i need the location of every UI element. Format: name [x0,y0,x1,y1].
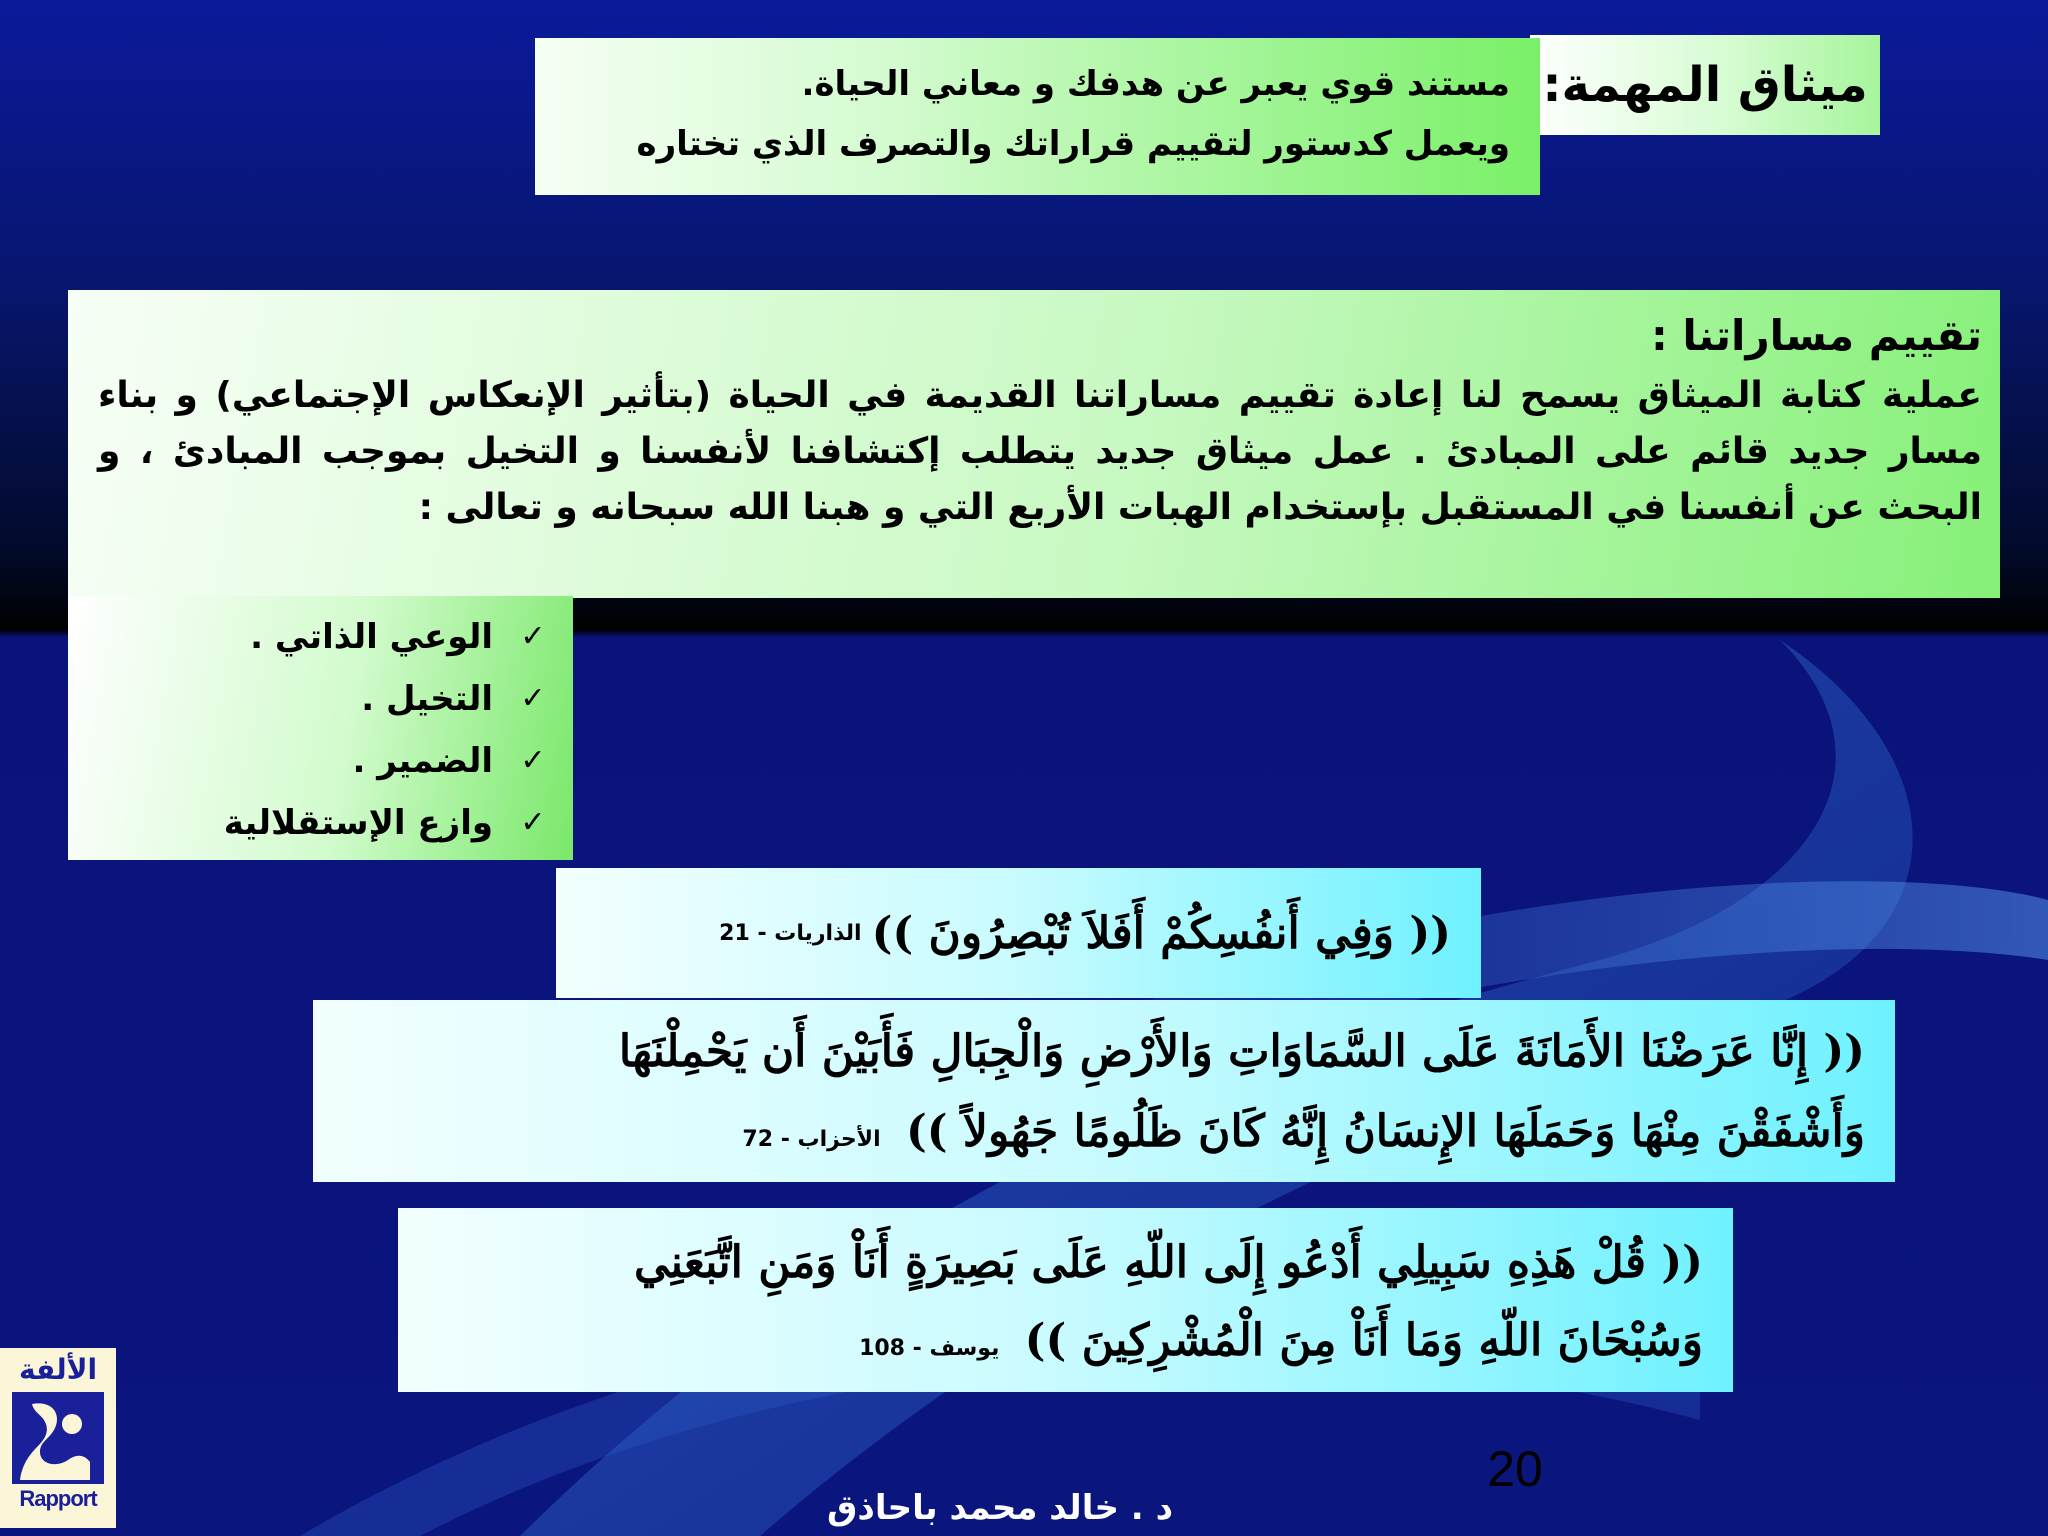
checkmark-icon: ✓ [520,743,546,778]
verse-box-2 [313,1000,1895,1182]
author-credit: د . خالد محمد باحاذق [826,1488,1174,1528]
rapport-logo-icon [10,1390,106,1486]
charter-line-2: ويعمل كدستور لتقييم قراراتك والتصرف الذي تختاره [636,124,1510,164]
logo-arabic-text: الألفة [18,1353,98,1386]
gifts-list-box [68,596,573,860]
logo-english-text: Rapport [19,1486,97,1511]
list-item-label: الضمير . [352,741,493,781]
verse-3-reference: يوسف - 108 [859,1336,1000,1361]
charter-definition-box [535,38,1540,195]
verse-box-3 [398,1208,1733,1392]
list-item-label: وازع الإستقلالية [223,803,493,843]
list-item [68,730,573,792]
verse-2-line-1: (( إِنَّا عَرَضْنَا الأَمَانَةَ عَلَى السَّمَاوَاتِ وَالأَرْضِ وَالْجِبَالِ فَأَبَيْنَ أَن يَحْمِلْنَهَا [618,1026,1865,1077]
gifts-list [68,606,573,854]
list-item [68,606,573,668]
evaluation-box [68,290,2000,598]
verse-3-line-1: (( قُلْ هَذِهِ سَبِيلِي أَدْعُو إِلَى اللّهِ عَلَى بَصِيرَةٍ أَنَاْ وَمَنِ اتَّبَعَنِي [633,1237,1703,1288]
slide-title [1530,35,1880,135]
page-number: 20 [1487,1441,1543,1497]
verse-3-line-2: وَسُبْحَانَ اللّهِ وَمَا أَنَاْ مِنَ الْمُشْرِكِينَ )) [1024,1315,1703,1366]
verse-2-reference: الأحزاب - 72 [742,1127,881,1152]
checkmark-icon: ✓ [520,619,546,654]
list-item-label: الوعي الذاتي . [250,617,493,657]
title-text: ميثاق المهمة: [1542,57,1868,113]
verse-1-line-1: (( وَفِي أَنفُسِكُمْ أَفَلاَ تُبْصِرُونَ )) [871,907,1451,959]
rapport-logo [0,1348,116,1528]
checkmark-icon: ✓ [520,681,546,716]
list-item [68,792,573,854]
list-item [68,668,573,730]
evaluation-heading: تقييم مساراتنا : [1650,311,1982,360]
charter-line-1: مستند قوي يعبر عن هدفك و معاني الحياة. [801,64,1510,104]
evaluation-body: عملية كتابة الميثاق يسمح لنا إعادة تقييم مساراتنا القديمة في الحياة (بتأثير الإنعكاس الإجتماعي) و بناء مسار جديد قائم على المبادئ . عمل ميثاق جديد يتطلب إكتشافنا لأنفسنا و التخيل بموجب المبادئ ، و البحث عن أنفسنا في المستقبل بإستخدام الهبات الأربع التي و هبنا الله سبحانه و تعالى : [98,375,1982,528]
list-item-label: التخيل . [361,679,493,719]
verse-1-reference: الذاريات - 21 [719,920,862,946]
checkmark-icon: ✓ [520,805,546,840]
verse-2-line-2: وَأَشْفَقْنَ مِنْهَا وَحَمَلَهَا الإِنسَانُ إِنَّهُ كَانَ ظَلُومًا جَهُولاً )) [905,1106,1865,1157]
verse-box-1 [556,868,1481,998]
